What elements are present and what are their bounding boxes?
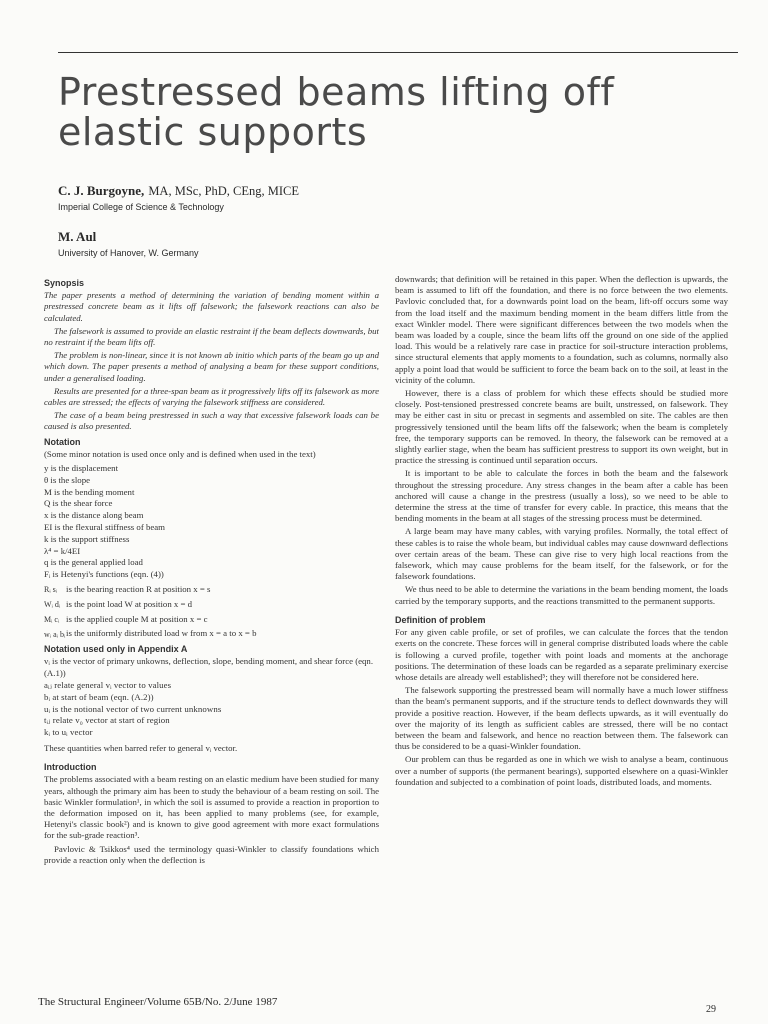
notation-item: M is the bending moment [44, 486, 135, 497]
notation-heading: Notation [44, 436, 81, 447]
body-paragraph: However, there is a class of problem for which these effects should be studied more closely. Post-tensioned prestressed concrete beams are built, unstressed, on falsework. They may be either cast in situ or precast in segments and assembled on site. The cables are then progressively tensioned until the beam lifts off the falsework; when the beam is completely free, the temporary supports can be removed. In theory, the falsework can be removed at a slightly earlier stage, when the beam has sufficient prestress to support its own weight, but in practice the stressing is continued until separation occurs. [395, 388, 728, 466]
notation-group-item [44, 599, 379, 611]
appendix-notation-footer: These quantities when barred refer to general vᵢ vector. [44, 742, 238, 753]
author-1-name: C. J. Burgoyne, [58, 183, 145, 198]
definition-paragraph: The falsework supporting the prestressed beam will normally have a much lower stiffness than the beam's permanent supports, and if the structure tends to deflect downwards they will provide a positive reaction. However, if the beam deflects upwards, as it will eventually do over the majority of its length as sufficient cables are stressed, there will be no contact between the beam and falsework, and hence no reaction between them. The falsework can thus be considered to be a quasi-Winkler foundation. [395, 685, 728, 752]
notation-symbol: Wᵢ dᵢ [44, 600, 61, 610]
notation-group-item [44, 584, 379, 596]
right-column [395, 274, 728, 994]
body-paragraph: We thus need to be able to determine the variations in the beam bending moment, the loads carried by the temporary supports, and the reactions transmitted to the permanent supports. [395, 584, 728, 606]
synopsis-paragraph: The falsework is assumed to provide an elastic restraint if the beam deflects downwards, but no restraint if the beam lifts off. [44, 325, 379, 348]
synopsis-paragraph: The problem is non-linear, since it is not known ab initio which parts of the beam go up and which down. The paper presents a method of analysing a beam for these support conditions, under a generalised loading. [44, 350, 379, 383]
body-paragraph: It is important to be able to calculate the forces in both the beam and the falsework throughout the stressing procedure. Any stress changes in the beam after a cable has been anchored will cause a change in the prestress (usually a loss), so we need to be able to determine the stress at the time of transfer for every cable. In practice, this means that the bending moments in the beam at all stages of the stressing process must be determined. [395, 468, 728, 524]
introduction-paragraph: Pavlovic & Tsikkos⁴ used the terminology quasi-Winkler to classify foundations which provide a reaction only when the deflection is [44, 843, 379, 865]
left-column [44, 274, 379, 994]
notation-description: is the uniformly distributed load w from x = a to x = b [66, 628, 257, 639]
page-title: Prestressed beams lifting off elastic supports [58, 70, 615, 154]
body-paragraph: A large beam may have many cables, with varying profiles. Normally, the total effect of these cables is to raise the whole beam, but individual cables may cause downward deflections over certain areas of the beam. These can give rise to very high local reactions from the falsework, which may cause problems for the beam itself, for the falsework, or for the falsework foundations. [395, 526, 728, 582]
notation-item: x is the distance along beam [44, 510, 144, 521]
author-2-affiliation: University of Hanover, W. Germany [58, 248, 199, 258]
appendix-notation-item: tᵢⱼ relate v₀ vector at start of region [44, 715, 170, 726]
notation-group-item [44, 628, 379, 640]
appendix-notation-item: bᵢ at start of beam (eqn. (A.2)) [44, 691, 154, 702]
notation-item: y is the displacement [44, 463, 119, 474]
author-1 [58, 182, 299, 212]
notation-item: q is the general applied load [44, 557, 143, 568]
page-number: 29 [706, 1004, 716, 1015]
appendix-notation-item: kᵢ to uᵢ vector [44, 727, 93, 738]
introduction-paragraph: The problems associated with a beam resting on an elastic medium have been studied for many years, although the primary aim has been to study the behaviour of a beam resting on soil. The basic Winkler formulation¹, in which the soil is assumed to provide a reaction in proportion to the deformation imposed on it, has been applied to many problems (see, for example, Hetenyi's classic book²) and is known to give good agreement with more exact formulations for the sub-grade reaction³. [44, 774, 379, 841]
top-rule [58, 52, 738, 53]
notation-item: k is the support stiffness [44, 533, 130, 544]
introduction-heading: Introduction [44, 762, 97, 773]
notation-description: is the point load W at position x = d [66, 598, 193, 609]
notation-item: EI is the flexural stiffness of beam [44, 522, 166, 533]
appendix-notation-item: aᵢⱼ relate general vᵢ vector to values [44, 680, 172, 690]
notation-symbol: Rᵢ sᵢ [44, 585, 58, 595]
definition-paragraph: For any given cable profile, or set of profiles, we can calculate the forces that the tendon exerts on the concrete. These forces will in general comprise distributed loads where the cable is following a curved profile, together with point loads and moments at the anchorage positions. The determination of these loads can be regarded as a separate preliminary exercise whose details are already well established⁵; they will therefore not be considered here. [395, 627, 728, 682]
appendix-notation-item: uᵢ is the notional vector of two current unknowns [44, 703, 222, 714]
appendix-notation-heading: Notation used only in Appendix A [44, 644, 188, 655]
author-2-name: M. Aul [58, 229, 97, 244]
synopsis-heading: Synopsis [44, 278, 85, 288]
author-1-quals: MA, MSc, PhD, CEng, MICE [148, 184, 300, 198]
author-1-affiliation: Imperial College of Science & Technology [58, 202, 224, 212]
journal-footer: The Structural Engineer/Volume 65B/No. 2/June 1987 [38, 996, 278, 1008]
synopsis-paragraph: Results are presented for a three-span beam as it progressively lifts off its falsework as more cables are stressed; the effects of varying the falsework stiffness are considered. [44, 385, 379, 408]
appendix-notation-item: vᵢ is the vector of primary unkowns, deflection, slope, bending moment, and shear force (eqn. (A.1)) [44, 656, 374, 679]
notation-symbol: wᵢ aᵢ bᵢ [44, 629, 66, 639]
body-paragraph: downwards; that definition will be retained in this paper. When the deflection is upwards, the beam is assumed to lift off the foundation, and there is no force between the two elements. Pavlovic concluded that, for a downwards point load on the beam, lift-off occurs some way from the load itself and the maximum bending moment in the beam differs little from the exact Winkler model. There were significant differences between the two models when the beam was loaded by a couple, since the beam lifts off the ground on one side of the applied load. This would be a relatively rare case in practice for soil-structure interaction problems, since structural elements that apply moments to a foundation, such as columns, normally also apply a point load that would be sufficient to force the beam back on to the soil, at least in the vicinity of the column. [395, 274, 728, 385]
author-2 [58, 228, 199, 258]
synopsis-paragraph: The paper presents a method of determining the variation of bending moment within a prestressed concrete beam as it lifts off falsework; the falsework reactions can also be calculated. [44, 290, 379, 323]
definition-paragraph: Our problem can thus be regarded as one in which we wish to analyse a beam, continuous over a number of supports (the permanent bearings), supported elsewhere on a quasi-Winkler foundation and subjected to a combination of point loads, distributed loads, and moments. [395, 754, 728, 787]
notation-group-item [44, 614, 379, 626]
notation-intro: (Some minor notation is used once only and is defined when used in the text) [44, 448, 316, 459]
notation-item: λ⁴ = k/4EI [44, 545, 81, 556]
notation-list [44, 463, 379, 640]
notation-description: is the bearing reaction R at position x = s [66, 584, 211, 595]
notation-description: is the applied couple M at position x = c [66, 613, 208, 624]
notation-item: Q is the shear force [44, 498, 113, 509]
notation-symbol: Mᵢ cᵢ [44, 615, 60, 624]
notation-item: θ is the slope [44, 474, 90, 485]
definition-heading: Definition of problem [395, 614, 486, 625]
synopsis-paragraph: The case of a beam being prestressed in such a way that excessive falsework loads can be caused is also presented. [44, 410, 379, 432]
notation-item: Fᵢ is Hetenyi's functions (eqn. (4)) [44, 569, 164, 580]
